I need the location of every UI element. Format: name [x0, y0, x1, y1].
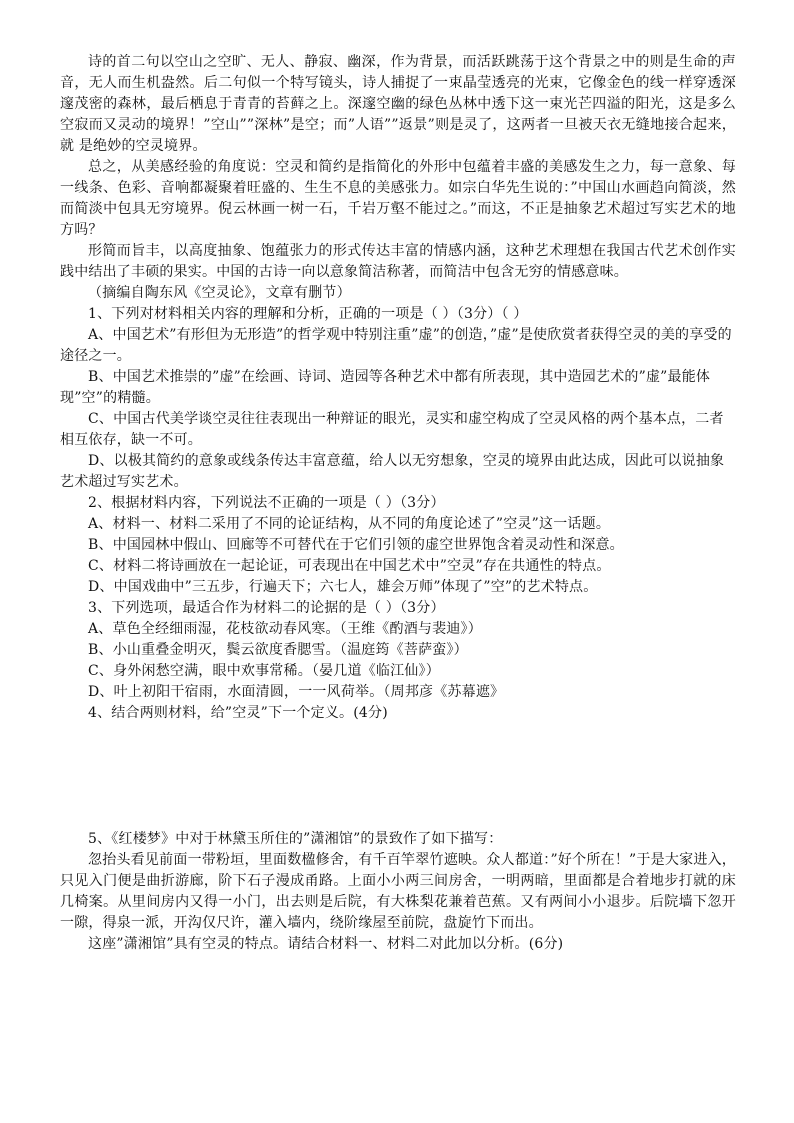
- question-2-option-c: C、材料二将诗画放在一起论证，可表现出在中国艺术中”空灵”存在共通性的特点。: [88, 558, 611, 574]
- answer-space: [60, 724, 736, 829]
- passage-source: （摘编自陶东风《空灵论》，文章有删节）: [88, 285, 351, 301]
- question-5-ask: 这座”潇湘馆”具有空灵的特点。请结合材料一、材料二对此加以分析。(6分): [88, 936, 564, 952]
- question-3-option-d: D、叶上初阳干宿雨，水面清圆，一一风荷举。（周邦彦《苏幕遮》: [88, 684, 505, 700]
- question-1-option-d: D、以极其简约的意象或线条传达丰富意蕴，给人以无穷想象，空灵的境界由此达成，因此可以说抽象艺术超过写实艺术。: [60, 453, 725, 490]
- question-4-stem: 4、结合两则材料，给”空灵”下一个定义。(4分): [88, 705, 388, 721]
- passage-paragraph-1: 诗的首二句以空山之空旷、无人、静寂、幽深，作为背景，而活跃跳荡于这个背景之中的则是生命的声音，无人而生机盎然。后二句似一个特写镜头，诗人捕捉了一束晶莹透亮的光束，它像金色的线一样穿透深邃茂密的森林，最后栖息于青青的苔藓之上。深邃空幽的绿色丛林中透下这一束光芒四溢的阳光，这是多么空寂而又灵动的境界！”空山””深林”是空；而”人语””返景”则是灵了，这两者一旦被天衣无缝地接合起来，就 是绝妙的空灵境界。: [60, 54, 736, 154]
- exam-page: [60, 52, 736, 955]
- question-5-excerpt: 忽抬头看见前面一带粉垣，里面数楹修舍，有千百竿翠竹遮映。众人都道：”好个所在！”于是大家进入，只见入门便是曲折游廊，阶下石子漫成甬路。上面小小两三间房舍，一明两暗，里面都是合着地步打就的床几椅案。从里间房内又得一小门，出去则是后院，有大株梨花兼着芭蕉。又有两间小小退步。后院墙下忽开一隙，得泉一派，开沟仅尺许，灌入墙内，绕阶缘屋至前院，盘旋竹下而出。: [60, 852, 736, 931]
- question-3-option-b: B、小山重叠金明灭，鬓云欲度香腮雪。（温庭筠《菩萨蛮》）: [88, 642, 468, 658]
- question-2-stem: 2、根据材料内容，下列说法不正确的一项是（ ）（3分）: [88, 495, 445, 511]
- question-1-option-b: B、中国艺术推崇的”虚”在绘画、诗词、造园等各种艺术中都有所表现，其中造园艺术的”虚”最能体现”空”的精髓。: [60, 369, 711, 406]
- question-1-option-c: C、中国古代美学谈空灵往往表现出一种辩证的眼光，灵实和虚空构成了空灵风格的两个基本点，二者相互依存，缺一不可。: [60, 411, 724, 448]
- question-2-option-b: B、中国园林中假山、回廊等不可替代在于它们引领的虚空世界饱含着灵动性和深意。: [88, 537, 624, 553]
- question-1-stem: 1、下列对材料相关内容的理解和分析，正确的一项是（ ）（3分）（ ）: [88, 306, 528, 322]
- question-3-option-c: C、身外闲愁空满，眼中欢事常稀。（晏几道《临江仙》）: [88, 663, 440, 679]
- question-5-stem: 5、《红楼梦》中对于林黛玉所住的”潇湘馆”的景致作了如下描写：: [88, 831, 503, 847]
- question-1-option-a: A、中国艺术”有形但为无形造”的哲学观中特别注重”虚”的创造，”虚”是使欣赏者获得空灵的美的享受的途径之一。: [60, 327, 732, 364]
- question-2-option-a: A、材料一、材料二采用了不同的论证结构，从不同的角度论述了”空灵”这一话题。: [88, 516, 611, 532]
- question-3-stem: 3、下列选项，最适合作为材料二的论据的是（ ）（3分）: [88, 600, 445, 616]
- passage-paragraph-3: 形简而旨丰，以高度抽象、饱蕴张力的形式传达丰富的情感内涵，这种艺术理想在我国古代艺术创作实践中结出了丰硕的果实。中国的古诗一向以意象简洁称著，而简洁中包含无穷的情感意味。: [60, 243, 736, 280]
- question-2-option-d: D、中国戏曲中”三五步，行遍天下；六七人，雄会万师”体现了”空”的艺术特点。: [88, 579, 598, 595]
- passage-paragraph-2: 总之，从美感经验的角度说：空灵和简约是指简化的外形中包蕴着丰盛的美感发生之力，每一意象、每一线条、色彩、音响都凝聚着旺盛的、生生不息的美感张力。如宗白华先生说的：”中国山水画趋向简淡，然而简淡中包具无穷境界。倪云林画一树一石，千岩万壑不能过之。”而这，不正是抽象艺术超过写实艺术的地方吗？: [60, 159, 736, 238]
- question-3-option-a: A、草色全经细雨湿，花枝欲动春风寒。（王维《酌酒与裴迪》）: [88, 621, 482, 637]
